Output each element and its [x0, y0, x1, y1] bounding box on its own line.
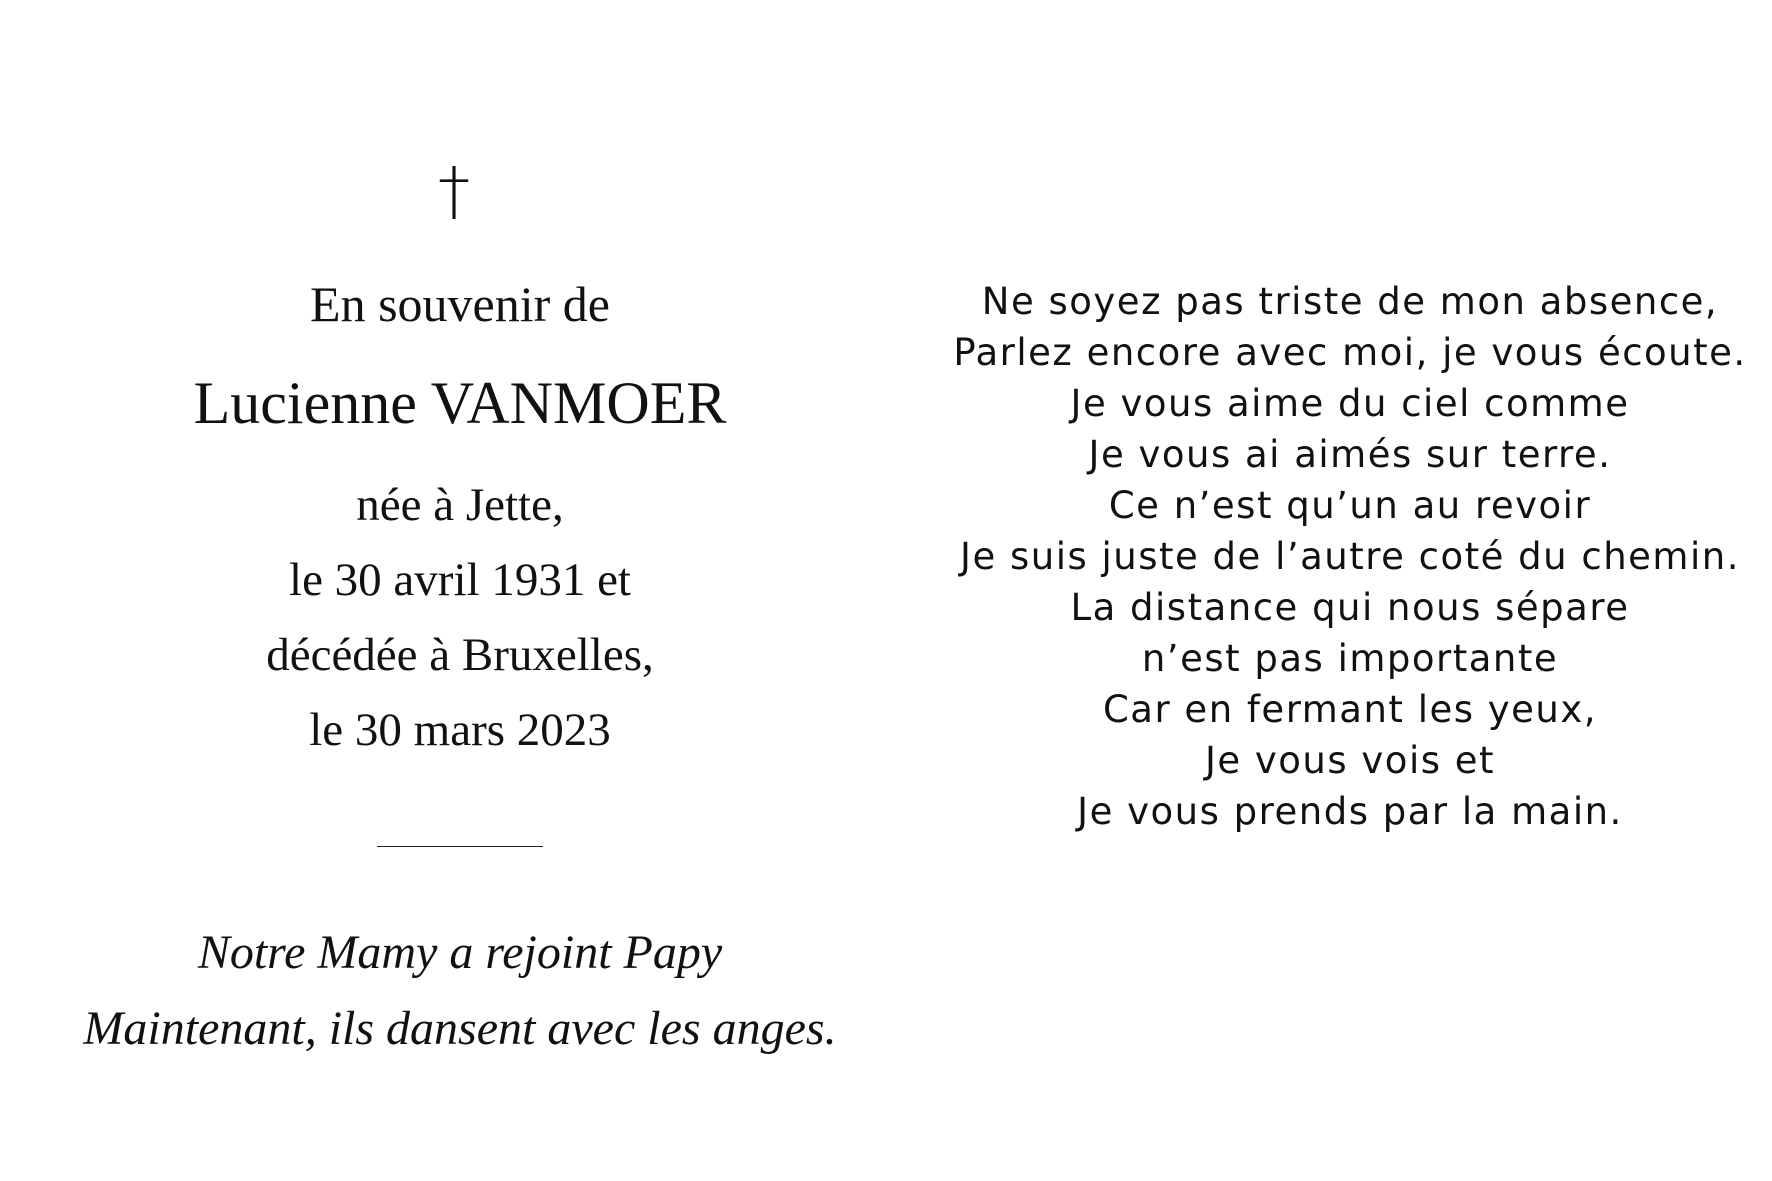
poem-line: n’est pas importante: [1141, 637, 1559, 680]
poem-line: La distance qui nous sépare: [1070, 586, 1630, 629]
memorial-left-panel: [40, 155, 880, 1067]
poem-line: Car en fermant les yeux,: [1102, 688, 1598, 731]
poem-panel: [930, 276, 1770, 837]
poem-line: Ce n’est qu’un au revoir: [1108, 484, 1592, 527]
deceased-name: Lucienne VANMOER: [193, 370, 727, 436]
poem-line: Parlez encore avec moi, je vous écoute.: [953, 331, 1747, 374]
poem-line: Je vous vois et: [1204, 739, 1496, 782]
birth-place: née à Jette,: [356, 479, 564, 531]
poem-line: Je vous prends par la main.: [1077, 790, 1623, 833]
quote-line-1: Notre Mamy a rejoint Papy: [197, 926, 723, 979]
poem-line: Ne soyez pas triste de mon absence,: [981, 280, 1719, 323]
death-place: décédée à Bruxelles,: [266, 629, 654, 681]
intro-text: En souvenir de: [310, 276, 610, 332]
divider-line: [377, 846, 543, 847]
quote-line-2: Maintenant, ils dansent avec les anges.: [83, 1002, 837, 1055]
death-date: le 30 mars 2023: [309, 704, 611, 756]
cross-icon: †: [438, 155, 470, 229]
poem-line: Je vous aime du ciel comme: [1070, 382, 1630, 425]
poem-line: Je vous ai aimés sur terre.: [1088, 433, 1612, 476]
poem-line: Je suis juste de l’autre coté du chemin.: [960, 535, 1740, 578]
birth-date: le 30 avril 1931 et: [289, 554, 631, 606]
